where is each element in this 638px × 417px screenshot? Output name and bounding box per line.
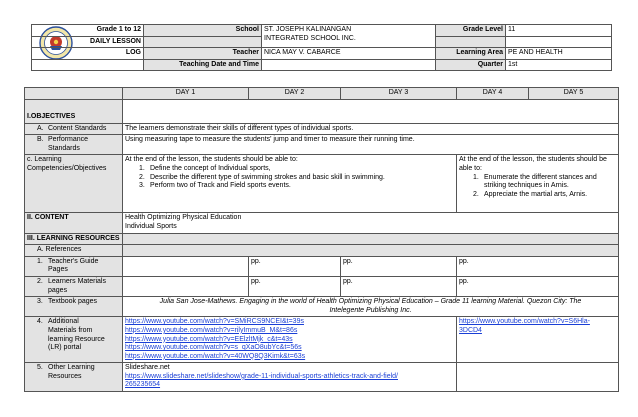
- daily-lesson-label: DAILY LESSON: [32, 36, 144, 48]
- objectives-heading: I.OBJECTIVES: [25, 99, 123, 123]
- grade-level-label: Grade Level: [436, 25, 506, 37]
- teacher-label: Teacher: [144, 48, 262, 60]
- lm-day1: [123, 276, 249, 296]
- teacher-value: NICA MAY V. CABARCE: [262, 48, 436, 60]
- competencies-days-1-3: At the end of the lesson, the students should be able to: 1. Define the concept of Individual sports, 2. Describe the different type of swimming strokes and basic skill in swimming. 3. Perform two of Track and Field sports events.: [123, 155, 457, 213]
- additional-materials-label: 4. Additional Materials from learning Resource (LR) portal: [25, 317, 123, 363]
- textbook-pages-label: 3. Textbook pages: [25, 297, 123, 317]
- learners-materials-label: 2. Learners Materials pages: [25, 276, 123, 296]
- lm-day2: pp.: [249, 276, 341, 296]
- performance-standards-label: B. Performance Standards: [25, 135, 123, 155]
- day-4-header: DAY 4: [457, 88, 529, 100]
- other-resources-label: 5. Other Learning Resources: [25, 363, 123, 392]
- grade-level-fill: [436, 36, 506, 48]
- lesson-log-table: [24, 87, 619, 392]
- content-value: Health Optimizing Physical Education Individual Sports: [123, 213, 619, 233]
- school-label: School: [144, 25, 262, 37]
- tg-day4: pp.: [457, 256, 619, 276]
- log-label: LOG: [32, 48, 144, 60]
- tg-day2: pp.: [249, 256, 341, 276]
- day-2-header: DAY 2: [249, 88, 341, 100]
- day-3-header: DAY 3: [341, 88, 457, 100]
- grade-level-value: 11: [506, 25, 612, 37]
- teachers-guide-label: 1. Teacher's Guide Pages: [25, 256, 123, 276]
- quarter-label: Quarter: [436, 59, 506, 71]
- day-5-header: DAY 5: [529, 88, 619, 100]
- quarter-value: 1st: [506, 59, 612, 71]
- competencies-days-4-5: At the end of the lesson, the students should be able to: 1. Enumerate the different stances and striking techniques in Arnis. 2. Appreciate the martial arts, Arnis.: [457, 155, 619, 213]
- youtube-link-4[interactable]: https://www.youtube.com/watch?v=s_qXaO8ubYc&t=56s: [125, 344, 302, 352]
- youtube-links-day4: [457, 317, 619, 363]
- content-standards-value: The learners demonstrate their skills of different types of individual sports.: [123, 123, 619, 135]
- header-table: [31, 24, 612, 71]
- slideshare-link[interactable]: https://www.slideshare.net/slideshow/grade-11-individual-sports-athletics-track-and-field/ 265235654: [125, 372, 398, 389]
- date-label: Teaching Date and Time: [144, 59, 262, 71]
- day-header-blank: [25, 88, 123, 100]
- other-resources-day4: [457, 363, 619, 392]
- lm-day4: pp.: [457, 276, 619, 296]
- blank-cell: [32, 59, 144, 71]
- textbook-citation: Julia San Jose-Mathews. Engaging in the world of Health Optimizing Physical Education – Grade 11 learning Material. Quezon City: The Intelegente Publishing Inc.: [123, 297, 619, 317]
- references-label: A. References: [25, 245, 123, 257]
- objectives-blank: [123, 99, 619, 123]
- grade-level-fill-2: [506, 36, 612, 48]
- other-resources-value: Slideshare.net https://www.slideshare.net/slideshow/grade-11-individual-sports-athletics-track-and-field/ 265235654: [123, 363, 457, 392]
- youtube-link-2[interactable]: https://www.youtube.com/watch?v=rilyImmuB_M&t=86s: [125, 326, 298, 334]
- youtube-link-6[interactable]: https://www.youtube.com/watch?v=S6Hla- 3DCD4: [459, 318, 590, 334]
- lm-day3: pp.: [341, 276, 457, 296]
- learning-area-label: Learning Area: [436, 48, 506, 60]
- school-label-fill: [144, 36, 262, 48]
- school-value: ST. JOSEPH KALINANGAN INTEGRATED SCHOOL INC.: [262, 25, 436, 48]
- youtube-links: [123, 317, 457, 363]
- learning-area-value: PE AND HEALTH: [506, 48, 612, 60]
- youtube-link-5[interactable]: https://www.youtube.com/watch?v=40WQ8Q3Kimk&t=63s: [125, 352, 306, 360]
- resources-heading-fill: [123, 233, 619, 245]
- resources-heading: III. LEARNING RESOURCES: [25, 233, 123, 245]
- references-fill: [123, 245, 619, 257]
- tg-day1: [123, 256, 249, 276]
- youtube-link-1[interactable]: https://www.youtube.com/watch?v=SMiRCS9NCEI&t=39s: [125, 318, 304, 326]
- competencies-label: c. Learning Competencies/Objectives: [25, 155, 123, 213]
- performance-standards-value: Using measuring tape to measure the students' jump and timer to measure their running time.: [123, 135, 619, 155]
- day-1-header: DAY 1: [123, 88, 249, 100]
- youtube-link-3[interactable]: https://www.youtube.com/watch?v=EElzltMjk_c&t=43s: [125, 335, 293, 343]
- content-standards-label: A. Content Standards: [25, 123, 123, 135]
- tg-day3: pp.: [341, 256, 457, 276]
- date-value: [262, 59, 436, 71]
- grade-range: Grade 1 to 12: [32, 25, 144, 37]
- content-heading: II. CONTENT: [25, 213, 123, 233]
